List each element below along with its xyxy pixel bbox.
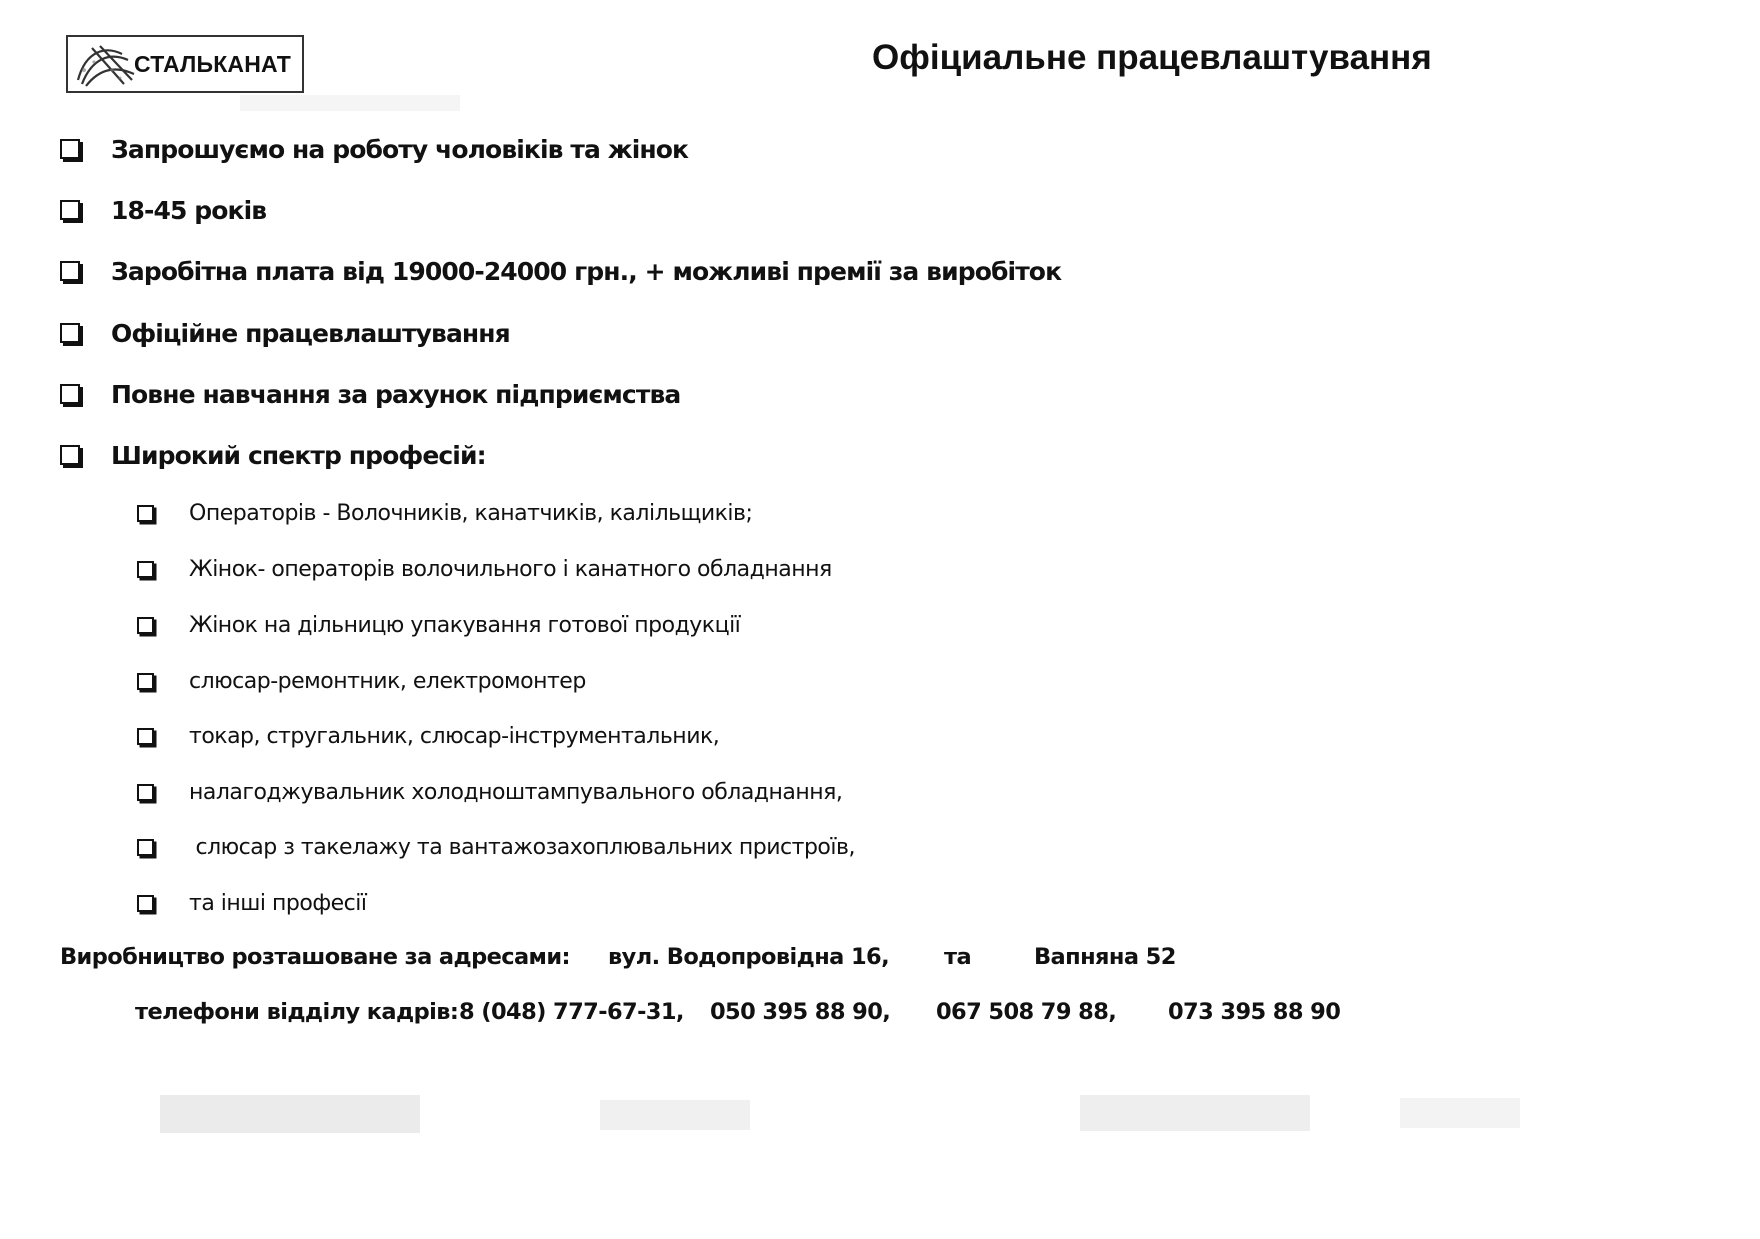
list-item: Заробітна плата від 19000-24000 грн., + можливі премії за виробіток [60, 251, 1061, 291]
phone-number: 8 (048) 777-67-31, [459, 999, 684, 1025]
list-item: Широкий спектр професій: [60, 435, 486, 475]
logo-text: СТАЛЬКАНАТ [134, 51, 291, 77]
checkbox-icon [137, 895, 154, 912]
rope-logo-icon [72, 40, 138, 90]
checkbox-icon [137, 784, 154, 801]
profession-item: Операторів - Волочників, канатчиків, калільщиків; [137, 495, 752, 531]
list-item: 18-45 років [60, 190, 266, 230]
page-title: Офіциальне працевлаштування [872, 38, 1432, 77]
profession-item: слюсар з такелажу та вантажозахоплювальних пристроїв, [137, 829, 855, 865]
profession-item: налагоджувальник холодноштампувального обладнання, [137, 774, 842, 810]
phones-label: телефони відділу кадрів: [135, 999, 459, 1025]
address-conjunction: та [944, 944, 972, 970]
checkbox-icon [60, 139, 80, 159]
profession-item: токар, стругальник, слюсар-інструментальник, [137, 718, 719, 754]
checkbox-icon [137, 617, 154, 634]
address-label: Виробництво розташоване за адресами: [60, 944, 570, 970]
address-street-2: Вапняна 52 [1034, 944, 1176, 970]
company-logo [66, 35, 304, 93]
list-item: Повне навчання за рахунок підприємства [60, 374, 680, 414]
checkbox-icon [60, 200, 80, 220]
checkbox-icon [60, 261, 80, 281]
list-item: Запрошуємо на роботу чоловіків та жінок [60, 129, 688, 169]
profession-item: та інші професії [137, 885, 367, 921]
checkbox-icon [60, 323, 80, 343]
checkbox-icon [137, 505, 154, 522]
list-item: Офіційне працевлаштування [60, 313, 510, 353]
phone-number: 073 395 88 90 [1168, 999, 1341, 1025]
phone-number: 050 395 88 90, [710, 999, 891, 1025]
checkbox-icon [60, 384, 80, 404]
checkbox-icon [137, 561, 154, 578]
checkbox-icon [60, 445, 80, 465]
profession-item: слюсар-ремонтник, електромонтер [137, 663, 586, 699]
address-street-1: вул. Водопровідна 16, [608, 944, 890, 970]
profession-item: Жінок на дільницю упакування готової продукції [137, 607, 740, 643]
profession-item: Жінок- операторів волочильного і канатного обладнання [137, 551, 832, 587]
checkbox-icon [137, 728, 154, 745]
checkbox-icon [137, 839, 154, 856]
checkbox-icon [137, 673, 154, 690]
phone-number: 067 508 79 88, [936, 999, 1117, 1025]
